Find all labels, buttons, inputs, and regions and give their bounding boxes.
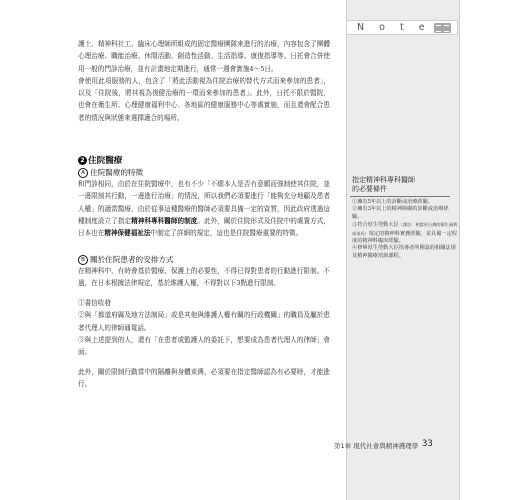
subsection-b-paragraph: 在精神科中，有時會基於醫療、保護上的必要性，不得已得對患者的行動進行限制。不過，在日本根據法律規定，基於維護人權，不得對以下3點進行限制。: [78, 266, 330, 287]
note-box-psychiatrist-requirements: [346, 176, 458, 260]
main-column: [78, 38, 330, 390]
section-heading-inpatient: [78, 155, 330, 167]
term-mental-health-law: 精神保健福祉法: [104, 229, 151, 238]
section-title: 住院醫療: [88, 156, 123, 167]
page-number: 33: [422, 439, 433, 449]
requirement-list: [352, 199, 458, 260]
subsection-a-paragraph: [78, 178, 330, 239]
restriction-list-item-2: ②與「都道府縣及地方法制局」或是其他與維護人權有關的行政機關」的職員及屬於患者代理人的律師通電話。: [78, 311, 330, 332]
note-box-divider: [350, 196, 450, 197]
subsection-title-b: 關於住院患者的安排方式: [90, 254, 174, 264]
subsection-heading-a: [78, 167, 330, 178]
intro-paragraph-1: 護士、精神科社工、臨床心理師所組成的固定醫療團隊來進行的治療，內容包含了團體心理治療、職能治療、休閒活動、創造性活動、生活指導、康復指導等。日托會合併使用一般的門診治療，並有計畫地定期進行，通常一週會實施4～5日。: [78, 40, 330, 73]
requirement-item-1: ①擁有5年以上的診斷或治療經驗。: [352, 199, 434, 205]
page-footer: [305, 440, 515, 452]
restriction-list-item-1: ①書信收發: [78, 299, 111, 308]
intro-paragraph-2: 會使用此項服務的人，包含了「將此活動視為住院治療的替代方式而來參加的患者」，以及「住院後，將其視為復健治療的一環而來參加的患者」。此外，日托不限於醫院，也會在衛生所、心理健康福利中心、各地區的健康服務中心等處實施，而且還會配合患者的情況與狀態來選擇適合的場所。: [78, 76, 330, 122]
para-a-part-1: 和門診相同，由於在住院醫療中，也有不少「不願本人是否有意願而強制使其住院，並一邊限制其行動，一邊進行治療」的情況，所以我們必須要進行「能夠充分地顧及患者人權」的適當醫療，由於從事這種醫療的醫師必須要具備一定的資質，因此政府透過這種制度設立了指定: [78, 180, 330, 225]
para-a-part-5: 中制定了詳細的規定，這也是住院醫療重要的特徵。: [150, 229, 303, 238]
term-designated-psychiatrist: 精神科專科醫師的制度: [131, 216, 198, 225]
note-box-title-line-1: 指定精神科專科醫師: [352, 176, 415, 184]
book-icon: [434, 23, 451, 33]
subsection-title-a: 住院醫療的特徵: [90, 168, 144, 178]
note-box-title-line-2: 的必要條件: [352, 185, 387, 193]
footer-chapter-title: 第1章 現代社會與精神護理學: [334, 442, 419, 450]
translator-note: （譯註：相當於台灣的衛生福利部部長）: [352, 222, 458, 236]
requirement-item-3-head: ③符合厚生勞動大臣: [352, 222, 399, 229]
subsection-letter-a: A: [78, 168, 88, 178]
restriction-list-item-3: ③與上述提到的人，還有「在患者或監護人的委託下，想要成為患者代理人的律師」會面。: [78, 336, 330, 357]
subsection-letter-b: B: [78, 255, 88, 265]
subsection-heading-b: [78, 254, 330, 265]
note-header: [346, 20, 458, 35]
note-label: N o t e: [357, 22, 431, 33]
requirement-item-4: ④修畢厚生勞動大臣指導者所開設的相關法規及精神醫療培訓課程。: [352, 245, 456, 259]
closing-paragraph: 此外，關於限制行動當中的隔離與身體束縛，必須要在指定醫師認為有必要時，才能進行。: [78, 367, 330, 388]
requirement-item-3-tail: 規定的精神科實務經驗，並具備一定程度的精神科臨床經驗。: [352, 230, 457, 245]
requirement-item-2: ②擁有3年以上的精神障礙的診斷或治療經驗。: [352, 206, 449, 220]
para-a-part-3: 。此外，關於住院形式及住院中的處置方式，日本也在: [78, 216, 331, 238]
section-number-badge: 2: [78, 156, 87, 165]
requirement-item-3: [352, 221, 458, 245]
